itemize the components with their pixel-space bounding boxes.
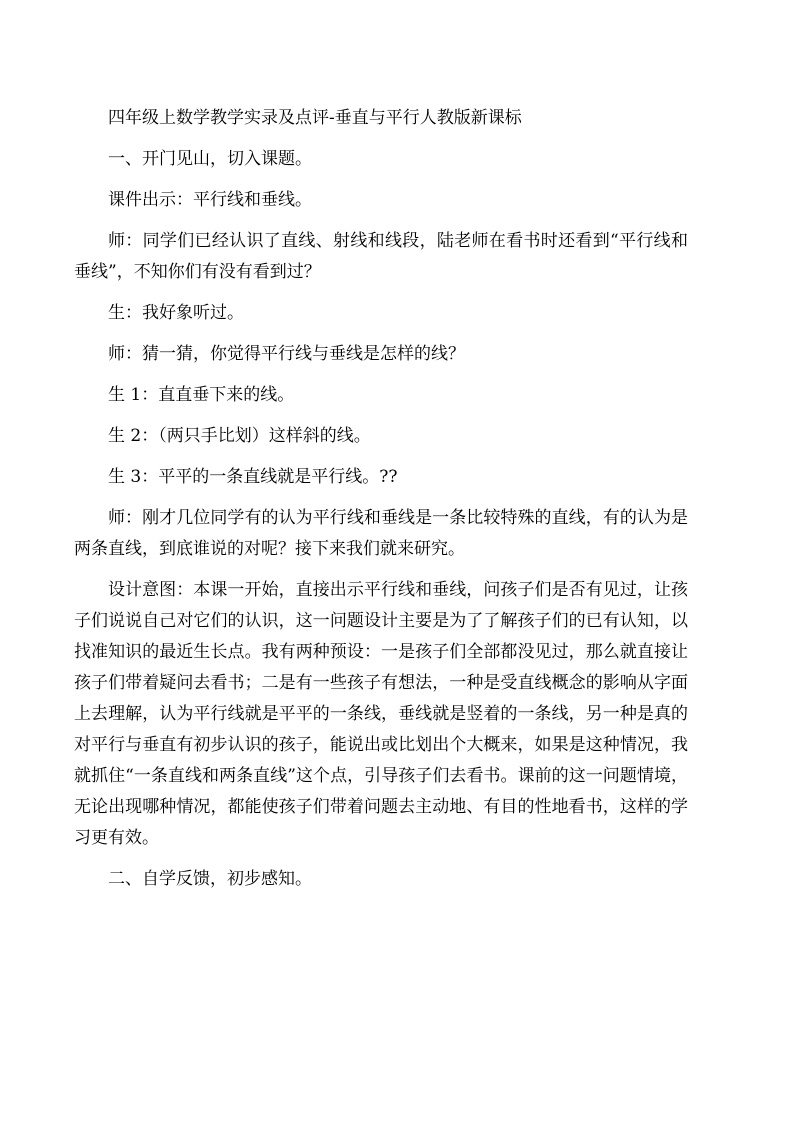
spacer	[108, 288, 688, 298]
paragraph-student-1: 生 1：直直垂下来的线。	[108, 385, 295, 405]
spacer	[108, 329, 688, 339]
paragraph-student: 生：我好象听过。	[108, 303, 244, 323]
paragraph-teacher-2: 师：猜一猜，你觉得平行线与垂线是怎样的线？	[108, 344, 465, 364]
spacer	[108, 565, 688, 575]
spacer	[108, 175, 688, 185]
paragraph-courseware: 课件出示：平行线和垂线。	[108, 190, 312, 210]
paragraph-design-intent: 设计意图：本课一开始，直接出示平行线和垂线，问孩子们是否有见过，让孩子们说说自己对它们的认识，这一问题设计主要是为了了解孩子们的已有认知，以找准知识的最近生长点。我有两种预设：一是孩子们全部都没见过，那么就直接让孩子们带着疑问去看书；二是有一些孩子有想法，一种是受直线概念的影响从字面上去理解，认为平行线就是平平的一条线，垂线就是竖着的一条线，另一种是真的对平行与垂直有初步认识的孩子，能说出或比划出个大概来，如果是这种情况，我就抓住“一条直线和两条直线”这个点，引导孩子们去看书。课前的这一问题情境，无论出现哪种情况，都能使孩子们带着问题去主动地、有目的性地看书，这样的学习更有效。	[74, 580, 688, 848]
spacer	[108, 854, 688, 864]
spacer	[108, 216, 688, 226]
spacer	[108, 452, 688, 462]
document-body	[74, 103, 688, 895]
spacer	[108, 493, 688, 503]
section-heading-1: 一、开门见山，切入课题。	[108, 149, 312, 169]
spacer	[108, 411, 688, 421]
paragraph-student-2: 生 2：（两只手比划）这样斜的线。	[108, 426, 371, 446]
spacer	[108, 134, 688, 144]
document-title: 四年级上数学教学实录及点评-垂直与平行人教版新课标	[108, 108, 522, 128]
paragraph-teacher-3: 师：刚才几位同学有的认为平行线和垂线是一条比较特殊的直线，有的认为是两条直线，到底谁说的对呢？接下来我们就来研究。	[74, 508, 688, 559]
spacer	[108, 370, 688, 380]
paragraph-student-3: 生 3：平平的一条直线就是平行线。??	[108, 467, 398, 487]
section-heading-2: 二、自学反馈，初步感知。	[108, 869, 312, 889]
paragraph-teacher-1: 师：同学们已经认识了直线、射线和线段，陆老师在看书时还看到“平行线和垂线”，不知你们有没有看到过？	[74, 231, 688, 282]
